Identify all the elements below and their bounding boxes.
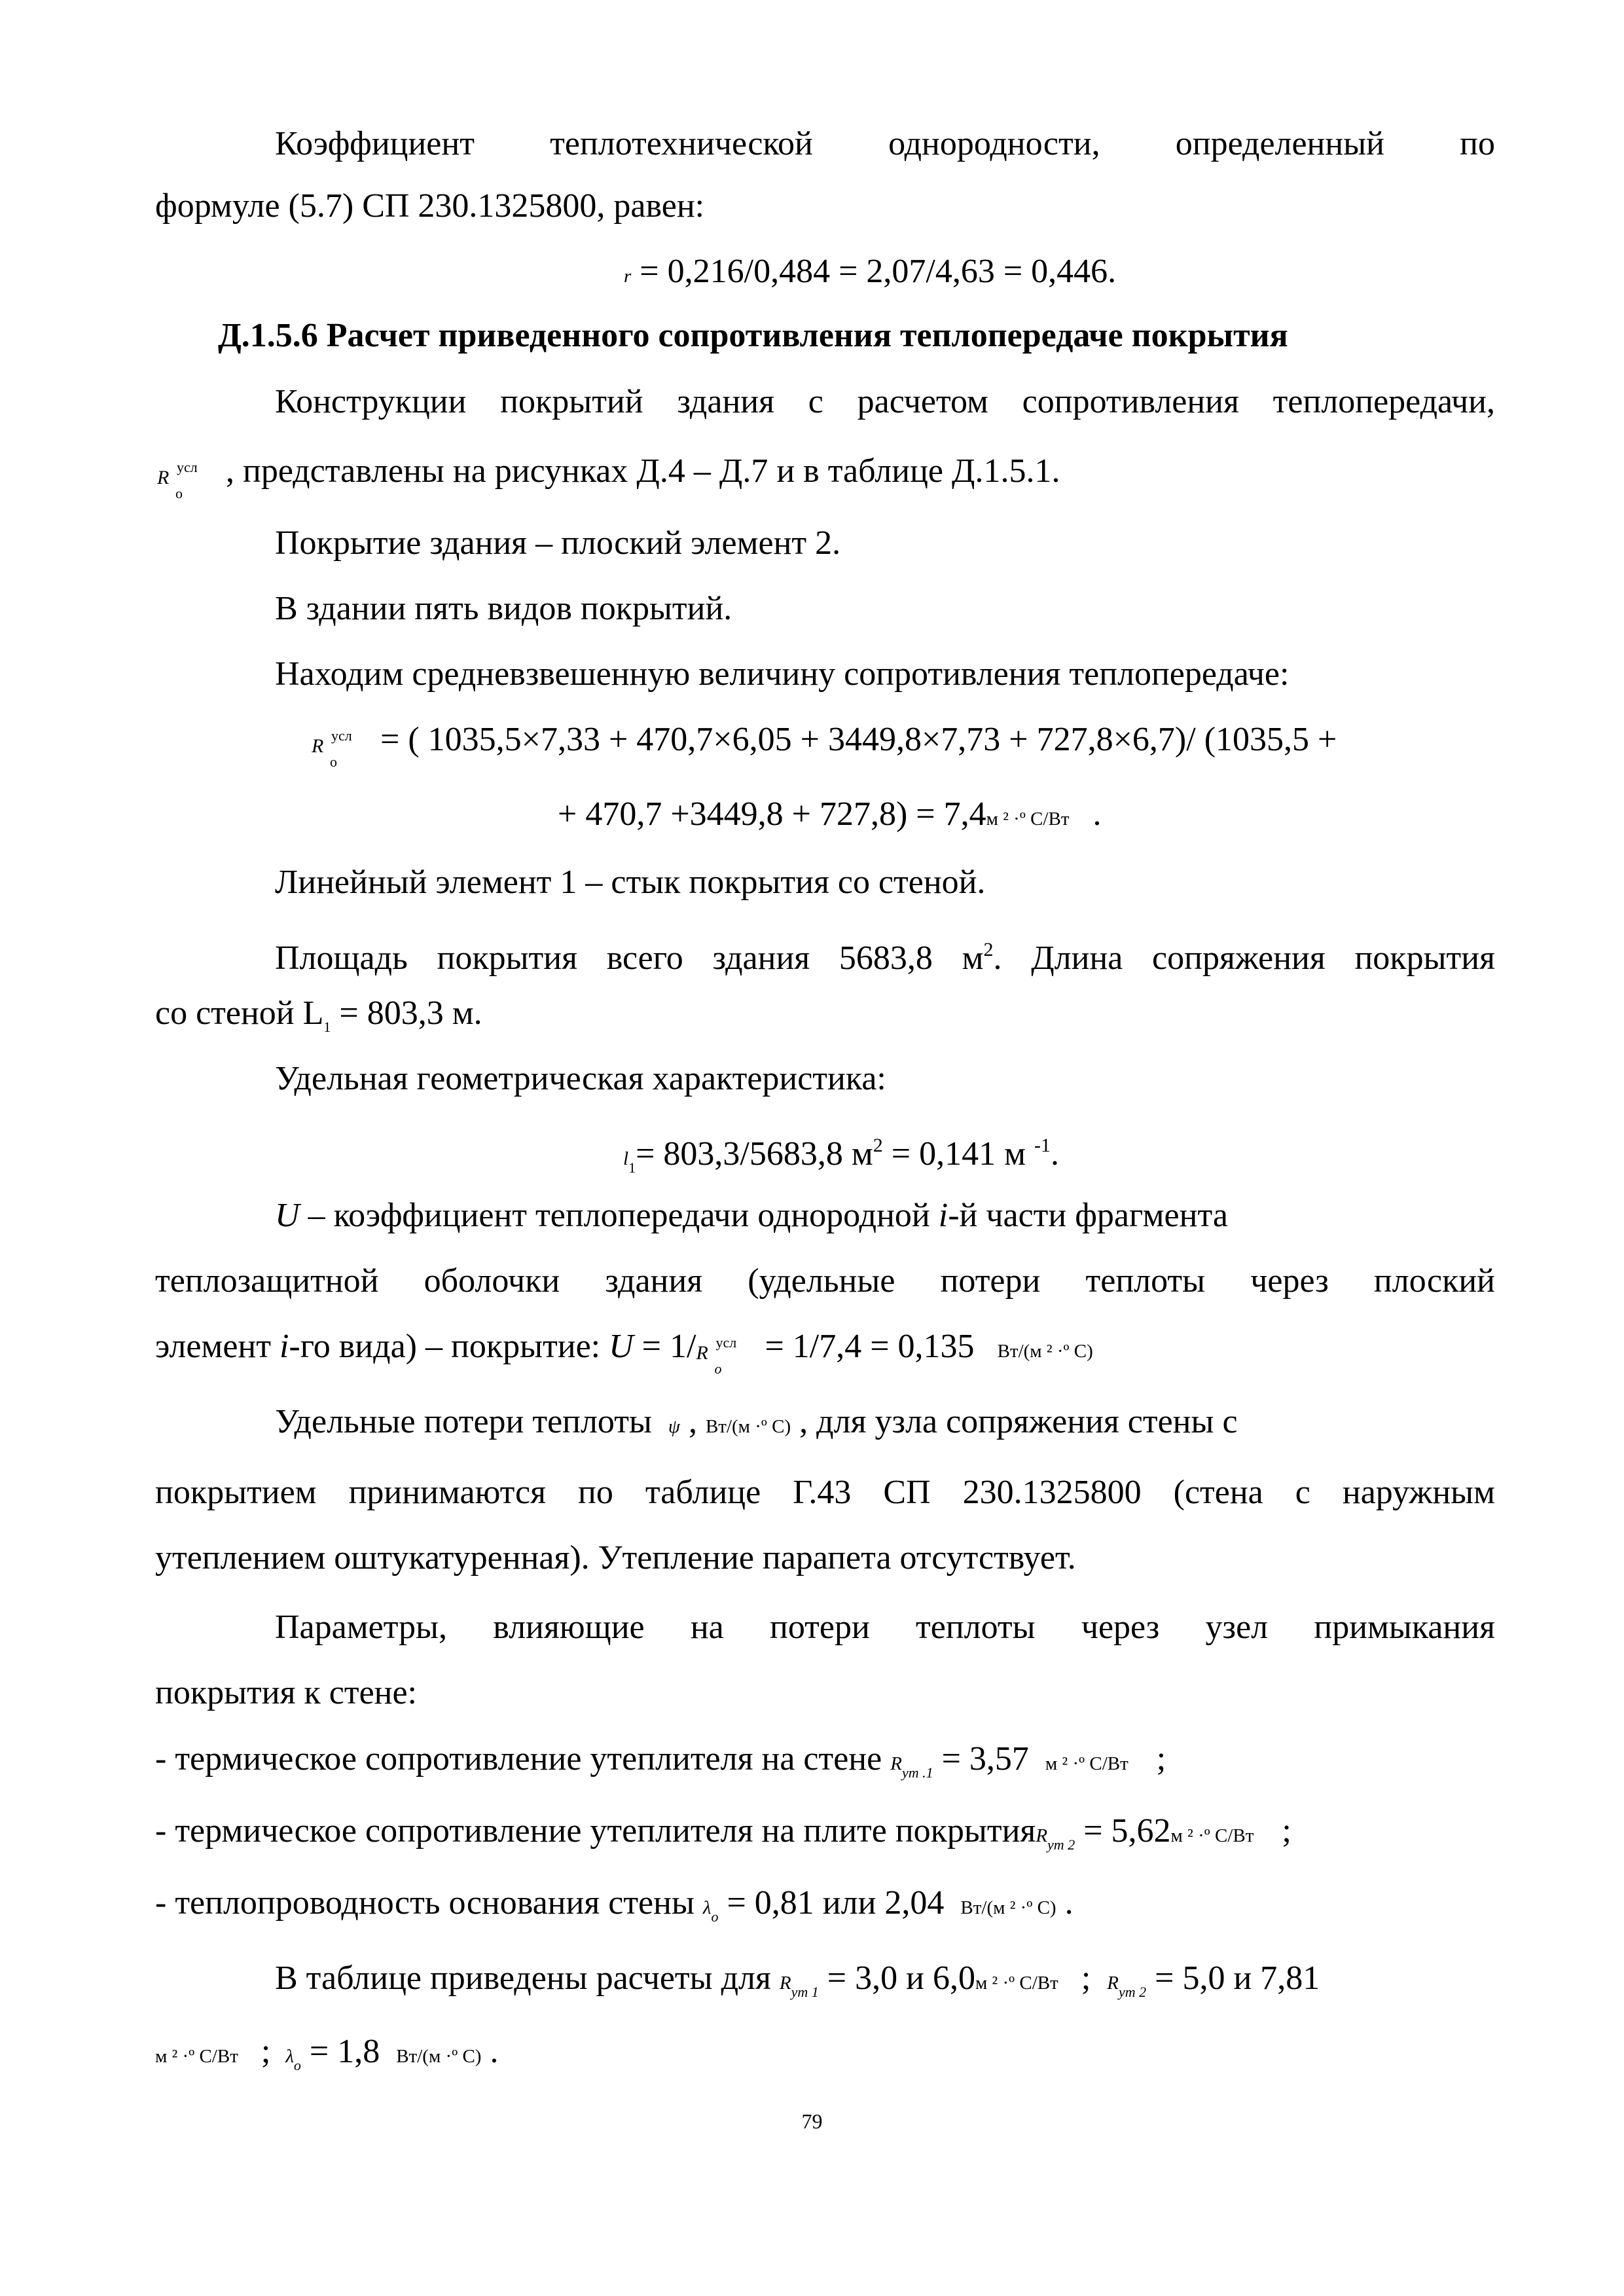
formula-line: $l_1= 803,3/5683,8$ $м^2 = 0,141$ м $^{-1}$.	[623, 1135, 1059, 1176]
paragraph-line: элемент i-го вида) – покрытие: U = 1/ R усл o = 1/7,4 = 0,135 Вт/(м ² ·º С)	[155, 1326, 1093, 1372]
paragraph-line: утеплением оштукатуренная). Утепление парапета отсутствует.	[155, 1539, 1076, 1576]
paragraph-line: покрытием принимаются по таблице Г.43 СП 230.1325800 (стена с наружным	[155, 1474, 1495, 1511]
paragraph-line: U – коэффициент теплопередачи однородной i-й части фрагмента	[275, 1197, 1228, 1234]
paragraph-line: теплозащитной оболочки здания (удельные потери теплоты через плоский	[155, 1262, 1495, 1300]
paragraph-line: Коэффициент теплотехнической однородности, определенный по	[275, 125, 1495, 162]
section-heading: Д.1.5.6 Расчет приведенного сопротивления теплопередаче покрытия	[218, 317, 1288, 354]
paragraph-line: Площадь покрытия всего здания 5683,8 $м^2$. Длина сопряжения покрытия	[275, 939, 1495, 977]
paragraph-line: Параметры, влияющие на потери теплоты через узел примыкания	[275, 1609, 1495, 1646]
paragraph-line: покрытия к стене:	[155, 1674, 418, 1711]
list-item: - термическое сопротивление утеплителя на плите покрытияR$_{ут 2}$ = 5,62м ² ·º С/Вт ;	[155, 1812, 1291, 1853]
page-number: 79	[801, 2109, 823, 2133]
paragraph-line: Находим средневзвешенную величину сопротивления теплопередаче:	[275, 655, 1290, 693]
paragraph-line: формуле (5.7) СП 230.1325800, равен:	[155, 187, 705, 225]
paragraph-line: Покрытие здания – плоский элемент 2.	[275, 524, 841, 562]
paragraph-line: Линейный элемент 1 – стык покрытия со стеной.	[275, 864, 986, 901]
paragraph-line: R усл о , представлены на рисунках Д.4 – Д.7 и в таблице Д.1.5.1.	[157, 450, 1060, 492]
paragraph-line: м ² ·º С/Вт ; $\lambda_о = 1,8$ Вт/(м ·º С) .	[155, 2033, 499, 2073]
r-usl-symbol: R усл о	[157, 459, 198, 501]
r-usl-symbol: R усл o	[696, 1334, 737, 1377]
formula-line: r = 0,216/0,484 = 2,07/4,63 = 0,446.	[624, 253, 1117, 290]
paragraph-line: Конструкции покрытий здания с расчетом сопротивления теплопередачи,	[275, 383, 1495, 420]
formula-line: R усл о = ( 1035,5×7,33 + 470,7×6,05 + 3449,8×7,73 + 727,8×6,7)/ (1035,5 +	[312, 719, 1337, 761]
formula-line: + 470,7 +3449,8 + 727,8) = 7,4м ² ·º С/Вт .	[558, 795, 1102, 833]
paragraph-line: со стеной $L_1 = 803,3$ м.	[155, 994, 482, 1035]
paragraph-line: Удельная геометрическая характеристика:	[275, 1060, 886, 1097]
r-usl-symbol: R усл о	[312, 727, 352, 770]
paragraph-line: В здании пять видов покрытий.	[275, 590, 732, 627]
paragraph-line: Удельные потери теплоты ψ , Вт/(м ·º С) , для узла сопряжения стены с	[275, 1403, 1238, 1440]
list-item: - термическое сопротивление утеплителя на стене $R_{ут .1} = 3,57$ м ² ·º С/Вт ;	[155, 1740, 1166, 1781]
paragraph-line: В таблице приведены расчеты для $R_{ут 1} = 3,0$ и 6,0м ² ·º С/Вт ; $R_{ут 2} = 5,0$ и 7,81	[275, 1959, 1320, 2000]
list-item: - теплопроводность основания стены $\lambda_о = 0,81$ или 2,04 Вт/(м ² ·º С) .	[155, 1884, 1074, 1925]
